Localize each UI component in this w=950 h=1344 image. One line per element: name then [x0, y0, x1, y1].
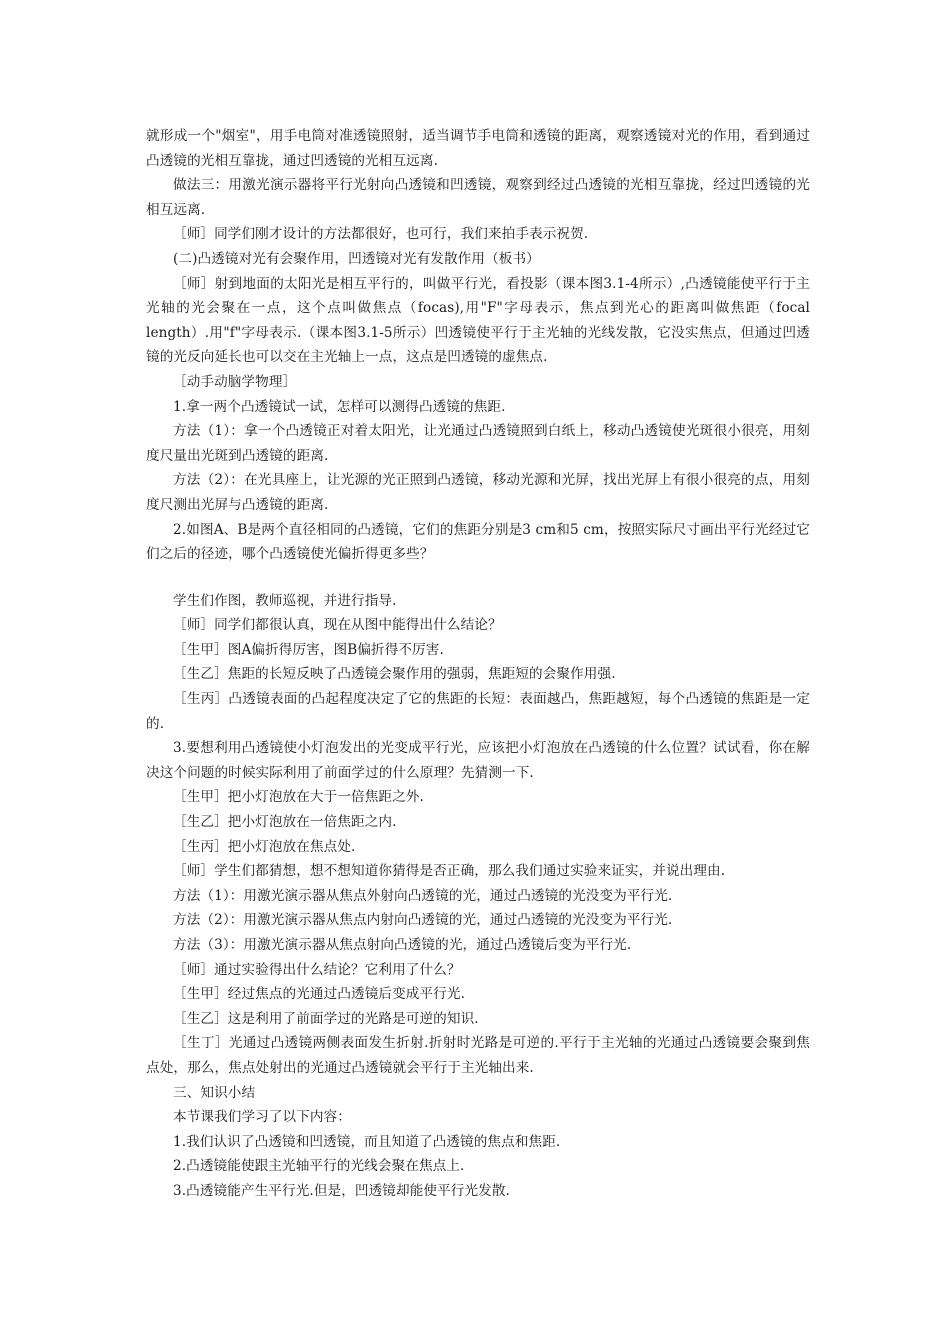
- paragraph: ［师］同学们都很认真，现在从图中能得出什么结论？: [173, 617, 502, 634]
- paragraph: ［生甲］把小灯泡放在大于一倍焦距之外.: [173, 789, 424, 806]
- paragraph: ［师］射到地面的太阳光是相互平行的，叫做平行光，看投影（课本图3.1-4所示）,凸透镜能使平行于主光轴的光会聚在一点，这个点叫做焦点（focas),用"F"字母表示，焦点到光心的距离叫做焦距（focal length）.用"f"字母表示.（课本图3.1-5所示）凹透镜使平行于主光轴的光线发散，它没实焦点，但通过凹透镜的光反向延长也可以交在主光轴上一点，这点是凹透镜的虚焦点.: [146, 275, 810, 366]
- paragraph: 3.要想利用凸透镜使小灯泡发出的光变成平行光，应该把小灯泡放在凸透镜的什么位置？试试看，你在解决这个问题的时候实际利用了前面学过的什么原理？先猜测一下.: [146, 740, 810, 781]
- paragraph: ［生甲］经过焦点的光通过凸透镜后变成平行光.: [173, 986, 465, 1003]
- paragraph: 就形成一个"烟室"，用手电筒对准透镜照射，适当调节手电筒和透镜的距离，观察透镜对光的作用，看到通过凸透镜的光相互靠拢，通过凹透镜的光相互远离.: [146, 128, 810, 169]
- blank-line: [146, 567, 810, 589]
- paragraph: ［师］学生们都猜想，想不想知道你猜得是否正确，那么我们通过实验来证实，并说出理由.: [173, 863, 726, 880]
- paragraph: 方法（2）：在光具座上，让光源的光正照到凸透镜，移动光源和光屏，找出光屏上有很小很亮的点，用刻度尺测出光屏与凸透镜的距离.: [146, 472, 810, 513]
- paragraph: ［师］同学们刚才设计的方法都很好，也可行，我们来拍手表示祝贺.: [173, 226, 589, 243]
- paragraph: 方法（2）：用激光演示器从焦点内射向凸透镜的光，通过凸透镜的光没变为平行光.: [173, 912, 673, 929]
- paragraph: 三、知识小结: [173, 1084, 256, 1101]
- paragraph: ［生丙］把小灯泡放在焦点处.: [173, 838, 356, 855]
- paragraph: 本节课我们学习了以下内容：: [173, 1109, 352, 1126]
- paragraph: ［生乙］焦距的长短反映了凸透镜会聚作用的强弱，焦距短的会聚作用强.: [173, 666, 616, 683]
- paragraph: 做法三：用激光演示器将平行光射向凸透镜和凹透镜，观察到经过凸透镜的光相互靠拢，经过凹透镜的光相互远离.: [146, 177, 810, 218]
- paragraph: 方法（1）：用激光演示器从焦点外射向凸透镜的光，通过凸透镜的光没变为平行光.: [173, 887, 673, 904]
- paragraph: ［生乙］把小灯泡放在一倍焦距之内.: [173, 814, 397, 831]
- paragraph: 2.如图A、B是两个直径相同的凸透镜，它们的焦距分别是3 cm和5 cm，按照实际尺寸画出平行光经过它们之后的径迹，哪个凸透镜使光偏折得更多些？: [146, 521, 810, 563]
- paragraph: ［生甲］图A偏折得厉害，图B偏折得不厉害.: [173, 641, 444, 658]
- paragraph: 1.我们认识了凸透镜和凹透镜，而且知道了凸透镜的焦点和焦距.: [173, 1133, 561, 1150]
- paragraph: ［师］通过实验得出什么结论？它利用了什么？: [173, 961, 461, 978]
- paragraph: 方法（3）：用激光演示器从焦点射向凸透镜的光，通过凸透镜后变为平行光.: [173, 937, 632, 953]
- paragraph: ［生丙］凸透镜表面的凸起程度决定了它的焦距的长短：表面越凸，焦距越短，每个凸透镜的焦距是一定的.: [146, 691, 810, 732]
- paragraph: 3.凸透镜能产生平行光.但是，凹透镜却能使平行光发散.: [173, 1182, 510, 1199]
- paragraph: (二)凸透镜对光有会聚作用，凹透镜对光有发散作用（板书）: [173, 250, 540, 267]
- paragraph: ［动手动脑学物理］: [173, 373, 297, 390]
- paragraph: 1.拿一两个凸透镜试一试，怎样可以测得凸透镜的焦距.: [173, 398, 506, 415]
- paragraph: 方法（1）：拿一个凸透镜正对着太阳光，让光通过凸透镜照到白纸上，移动凸透镜使光斑很小很亮，用刻度尺量出光斑到凸透镜的距离.: [146, 423, 810, 464]
- paragraph: ［生乙］这是利用了前面学过的光路是可逆的知识.: [173, 1010, 479, 1027]
- document-page: [146, 124, 810, 1204]
- paragraph: 2.凸透镜能使跟主光轴平行的光线会聚在焦点上.: [173, 1158, 465, 1175]
- paragraph: ［生丁］光通过凸透镜两侧表面发生折射.折射时光路是可逆的.平行于主光轴的光通过凸透镜要会聚到焦点处，那么，焦点处射出的光通过凸透镜就会平行于主光轴出来.: [146, 1035, 810, 1076]
- paragraph: 学生们作图，教师巡视，并进行指导.: [173, 592, 397, 609]
